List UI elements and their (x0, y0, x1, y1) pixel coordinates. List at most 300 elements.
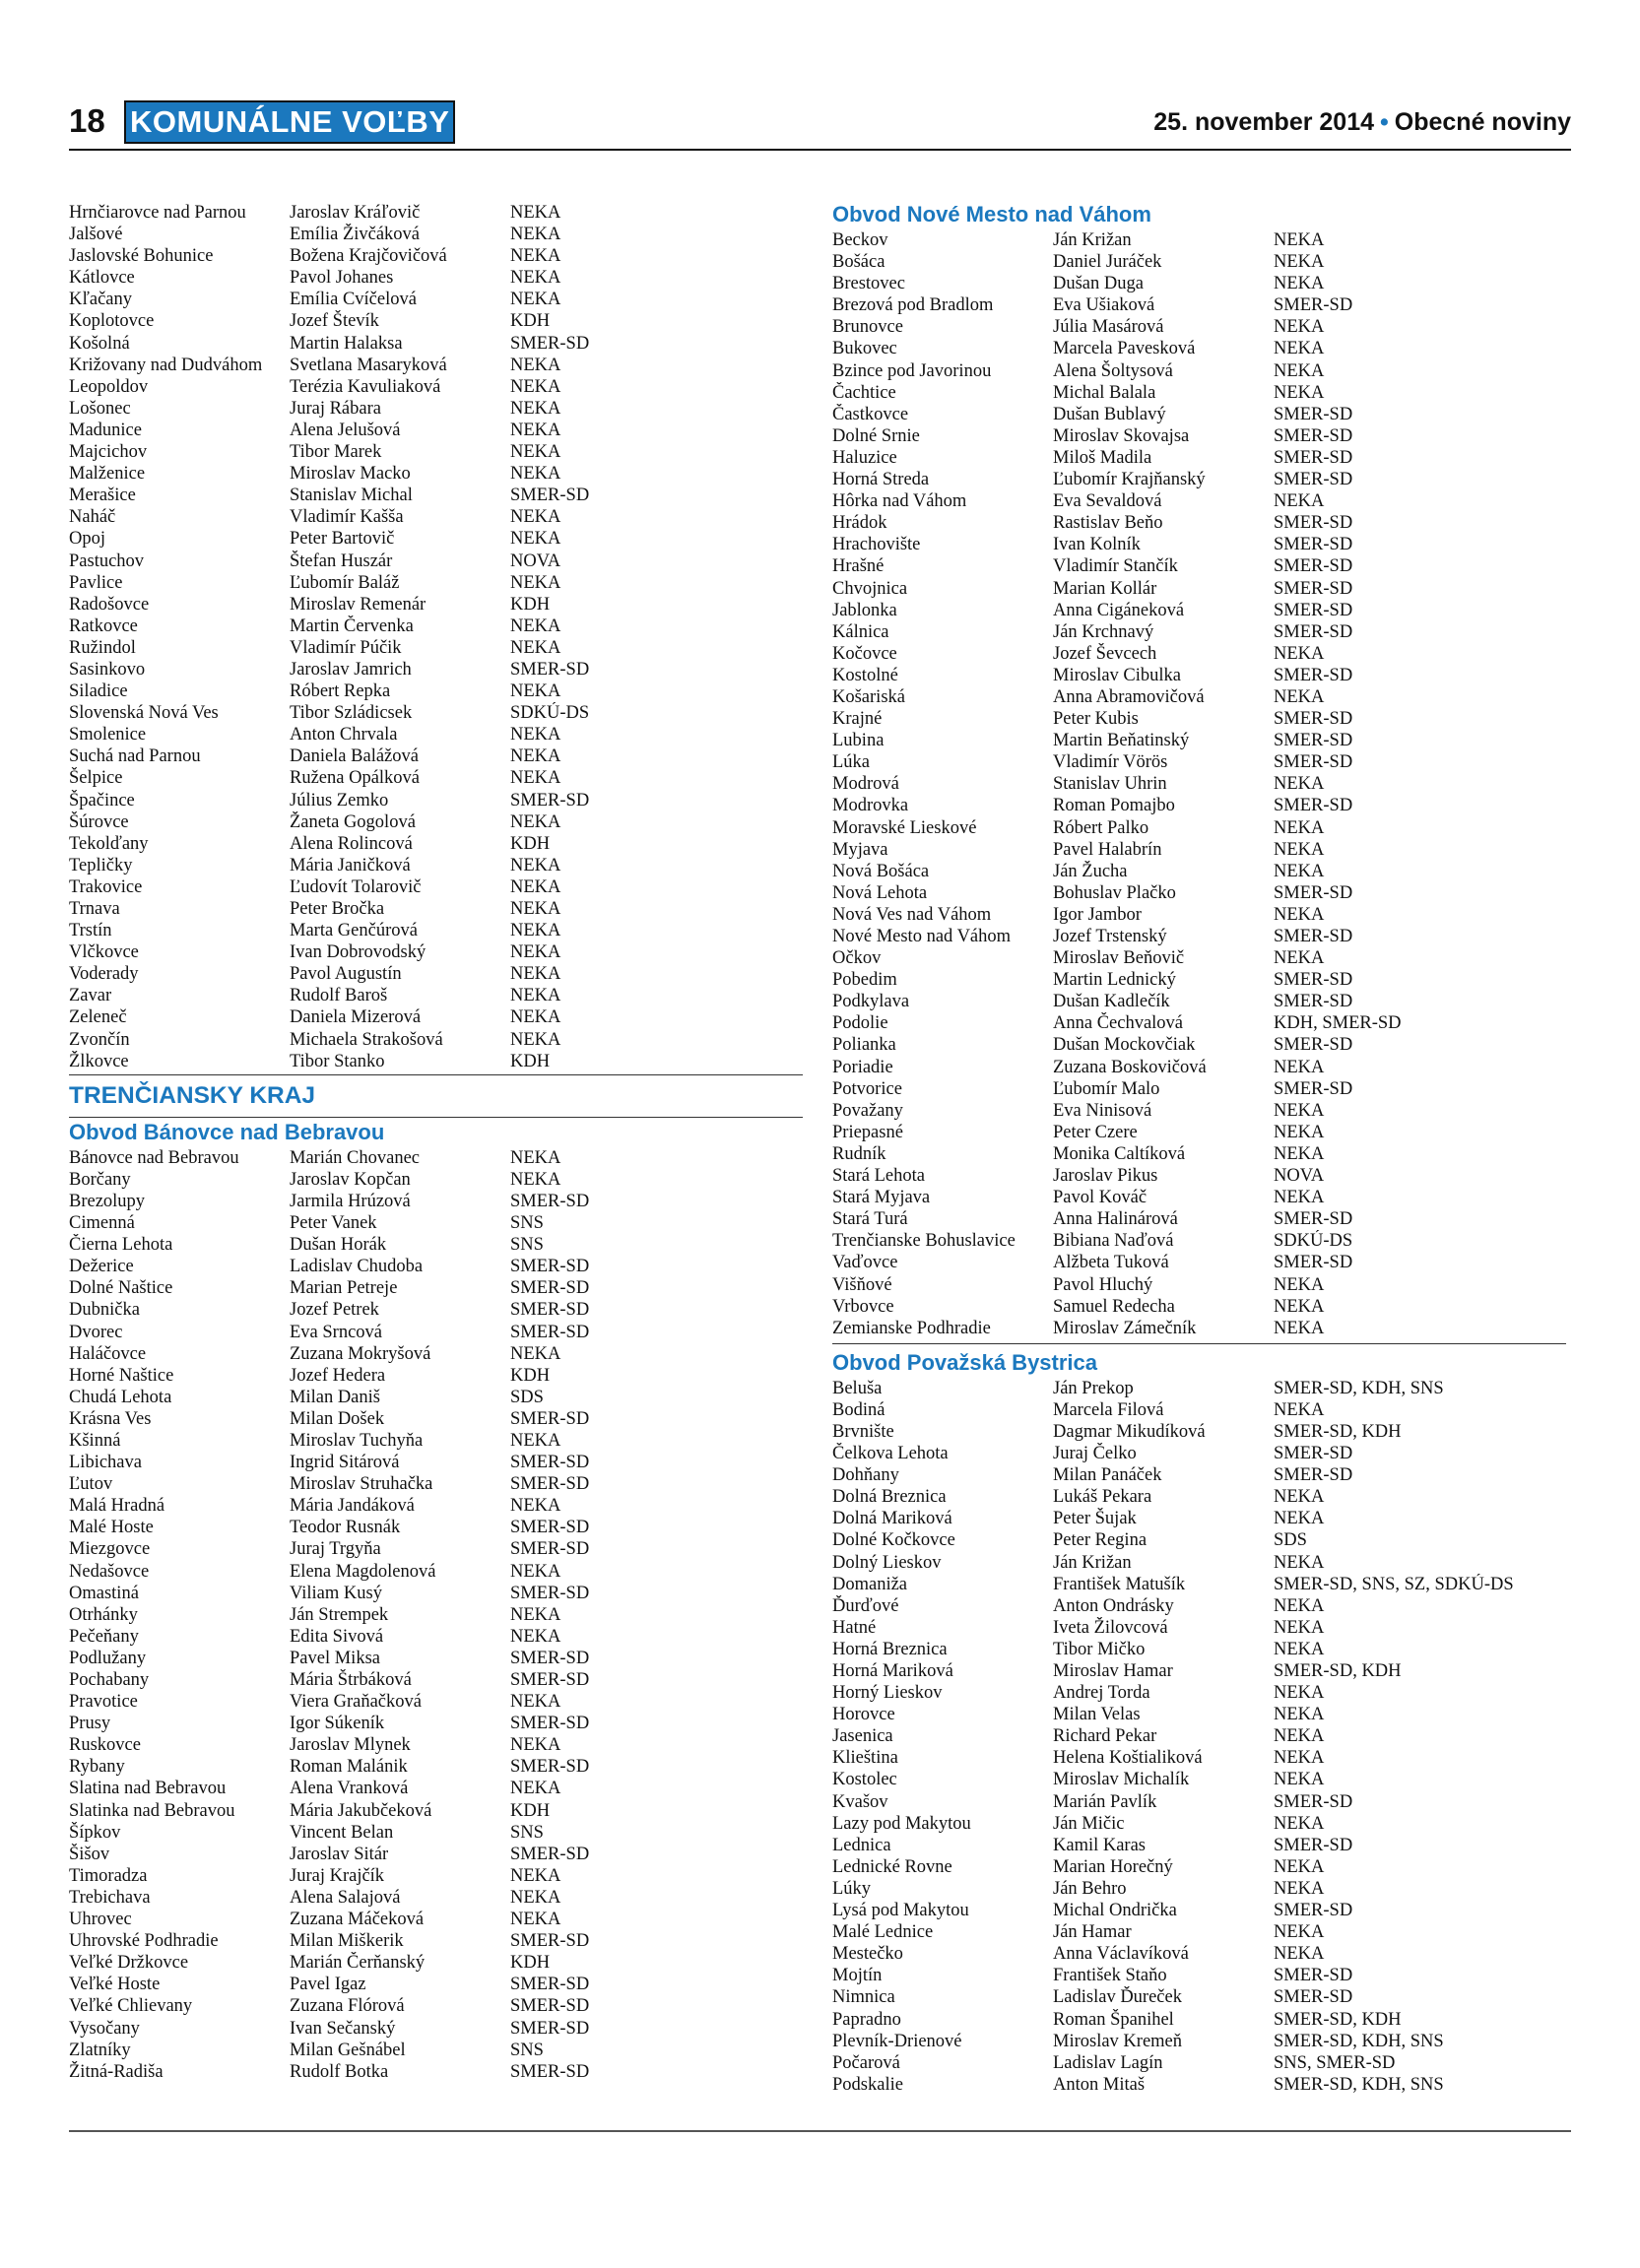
table-row (69, 745, 803, 767)
mayor-name: Juraj Trgyňa (290, 1539, 381, 1560)
table-row (69, 1147, 803, 1169)
party-name: SMER-SD (510, 1931, 590, 1952)
mayor-name: Tibor Marek (290, 442, 382, 463)
party-name: SMER-SD (510, 333, 590, 354)
table-row (832, 1921, 1566, 1943)
party-name: SMER-SD (510, 1648, 590, 1668)
party-name: NEKA (1274, 839, 1325, 860)
party-name: NEKA (510, 855, 561, 875)
municipality-name: Potvorice (832, 1078, 902, 1099)
party-name: NEKA (510, 768, 561, 789)
party-name: SDKÚ-DS (1274, 1231, 1353, 1252)
table-row (69, 245, 803, 267)
municipality-name: Horné Naštice (69, 1365, 174, 1386)
party-name: SMER-SD (1274, 295, 1353, 316)
municipality-name: Hrachovište (832, 535, 921, 555)
municipality-name: Myjava (832, 839, 888, 860)
mayor-name: Eva Srncová (290, 1322, 383, 1342)
mayor-name: Anton Chrvala (290, 725, 398, 745)
table-row (69, 202, 803, 224)
mayor-name: Jarmila Hrúzová (290, 1191, 411, 1211)
mayor-name: Miroslav Struhačka (290, 1474, 433, 1495)
municipality-name: Pavlice (69, 572, 123, 593)
mayor-name: Jaroslav Mlynek (290, 1735, 411, 1756)
municipality-name: Lubina (832, 731, 885, 751)
mayor-name: Andrej Torda (1053, 1683, 1150, 1704)
mayor-name: Emília Živčáková (290, 225, 421, 245)
table-row (832, 751, 1566, 773)
municipality-name: Ratkovce (69, 616, 138, 636)
table-row (832, 1274, 1566, 1296)
mayor-name: Pavol Johanes (290, 268, 394, 289)
party-name: NEKA (1274, 252, 1325, 273)
bottom-rule (69, 2130, 1571, 2132)
party-name: SMER-SD (510, 1996, 590, 2017)
municipality-name: Vysočany (69, 2018, 140, 2039)
municipality-name: Bánovce nad Bebravou (69, 1147, 239, 1168)
party-name: SMER-SD (1274, 1465, 1353, 1486)
table-row (832, 1378, 1566, 1399)
party-name: SMER-SD (1274, 752, 1353, 773)
mayor-name: Zuzana Mokryšová (290, 1343, 431, 1364)
party-name: SMER-SD (510, 1322, 590, 1342)
municipality-name: Podolie (832, 1013, 888, 1034)
party-name: NEKA (1274, 491, 1325, 512)
header-dateline (1153, 108, 1571, 137)
table-row (69, 1952, 803, 1974)
table-row (69, 941, 803, 963)
municipality-name: Kšinná (69, 1430, 121, 1451)
municipality-name: Horovce (832, 1705, 895, 1725)
bullet-separator: • (1380, 108, 1389, 136)
party-name: NEKA (510, 1496, 561, 1517)
table-row (69, 855, 803, 876)
municipality-name: Krajné (832, 709, 883, 730)
table-row (69, 790, 803, 811)
mayor-name: Ingrid Sitárová (290, 1453, 400, 1473)
party-name: SMER-SD (510, 1583, 590, 1603)
party-name: SMER-SD (510, 1191, 590, 1211)
municipality-name: Chvojnica (832, 578, 908, 599)
mayor-name: Stanislav Uhrin (1053, 774, 1167, 795)
table-row (69, 833, 803, 855)
mayor-name: Terézia Kavuliaková (290, 376, 441, 397)
mayor-name: Vladimír Kašša (290, 507, 404, 528)
table-row (832, 947, 1566, 969)
municipality-name: Dolné Naštice (69, 1278, 173, 1299)
mayor-name: Eva Sevaldová (1053, 491, 1162, 512)
municipality-name: Siladice (69, 681, 128, 702)
municipality-name: Pobedim (832, 970, 897, 991)
mayor-name: Igor Súkeník (290, 1714, 385, 1734)
party-name: SNS, SMER-SD (1274, 2052, 1396, 2073)
municipality-name: Čachtice (832, 382, 896, 403)
party-name: KDH (510, 1051, 551, 1071)
party-name: NEKA (510, 1147, 561, 1168)
table-row (832, 1769, 1566, 1790)
district-heading: Obvod Považská Bystrica (832, 1343, 1566, 1378)
municipality-name: Modrovka (832, 796, 909, 816)
municipality-name: Hatné (832, 1617, 877, 1638)
municipality-name: Ľutov (69, 1474, 113, 1495)
table-row (832, 1595, 1566, 1617)
mayor-name: Rudolf Botka (290, 2061, 389, 2082)
table-row (832, 839, 1566, 861)
mayor-name: Mária Štrbáková (290, 1670, 412, 1690)
municipality-name: Brvnište (832, 1421, 894, 1442)
mayor-name: Pavel Halabrín (1053, 839, 1162, 860)
mayor-name: Dušan Mockovčiak (1053, 1035, 1196, 1056)
mayor-name: Ružena Opálková (290, 768, 421, 789)
party-name: NEKA (1274, 1878, 1325, 1899)
results-list (832, 229, 1566, 1339)
table-row (832, 1900, 1566, 1921)
municipality-name: Lazy pod Makytou (832, 1813, 971, 1834)
mayor-name: Milan Panáček (1053, 1465, 1162, 1486)
party-name: SMER-SD (1274, 470, 1353, 490)
table-row (69, 1583, 803, 1604)
municipality-name: Opoj (69, 529, 105, 550)
table-row (69, 1277, 803, 1299)
party-name: NEKA (510, 986, 561, 1006)
mayor-name: Anna Cigáneková (1053, 600, 1185, 620)
table-row (832, 1943, 1566, 1965)
mayor-name: Ján Prekop (1053, 1378, 1134, 1398)
mayor-name: Alena Šoltysová (1053, 360, 1173, 381)
mayor-name: Vladimír Púčik (290, 637, 402, 658)
table-row (832, 643, 1566, 665)
mayor-name: Pavol Kováč (1053, 1188, 1148, 1208)
mayor-name: Roman Pomajbo (1053, 796, 1175, 816)
party-name: SMER-SD (510, 2018, 590, 2039)
municipality-name: Dvorec (69, 1322, 123, 1342)
municipality-name: Kálnica (832, 621, 889, 642)
party-name: NEKA (510, 1430, 561, 1451)
table-row (832, 1965, 1566, 1986)
mayor-name: Mária Jandáková (290, 1496, 415, 1517)
mayor-name: Róbert Repka (290, 681, 391, 702)
mayor-name: Miroslav Skovajsa (1053, 425, 1190, 446)
page-header (69, 98, 1571, 154)
party-name: SMER-SD (1274, 665, 1353, 685)
mayor-name: Igor Jambor (1053, 904, 1142, 925)
mayor-name: Ladislav Lagín (1053, 2052, 1163, 2073)
municipality-name: Slatinka nad Bebravou (69, 1800, 235, 1821)
table-row (69, 1169, 803, 1191)
municipality-name: Rybany (69, 1757, 125, 1778)
mayor-name: Ivan Kolník (1053, 535, 1141, 555)
table-row (69, 985, 803, 1006)
municipality-name: Sasinkovo (69, 659, 146, 680)
table-row (69, 594, 803, 616)
party-name: NEKA (510, 899, 561, 919)
municipality-name: Papradno (832, 2009, 901, 2030)
party-name: NEKA (1274, 1595, 1325, 1616)
mayor-name: Anna Václavíková (1053, 1944, 1189, 1965)
table-row (832, 1704, 1566, 1725)
table-row (69, 1909, 803, 1930)
mayor-name: Alena Vranková (290, 1779, 409, 1799)
table-row (832, 404, 1566, 425)
mayor-name: Jaroslav Kopčan (290, 1169, 411, 1190)
municipality-name: Ružindol (69, 637, 136, 658)
mayor-name: Alžbeta Tuková (1053, 1253, 1169, 1273)
municipality-name: Prusy (69, 1714, 111, 1734)
party-name: NEKA (510, 1561, 561, 1582)
party-name: SMER-SD (510, 659, 590, 680)
municipality-name: Trakovice (69, 876, 143, 897)
mayor-name: Vincent Belan (290, 1822, 394, 1843)
table-row (69, 289, 803, 310)
mayor-name: Anton Mitaš (1053, 2074, 1146, 2095)
municipality-name: Suchá nad Parnou (69, 746, 201, 767)
mayor-name: Peter Bartovič (290, 529, 395, 550)
mayor-name: Marián Čerňanský (290, 1953, 426, 1974)
municipality-name: Kátlovce (69, 268, 135, 289)
table-row (832, 926, 1566, 947)
municipality-name: Višňové (832, 1274, 892, 1295)
mayor-name: Lukáš Pekara (1053, 1487, 1152, 1508)
municipality-name: Beluša (832, 1378, 883, 1398)
mayor-name: Monika Caltíková (1053, 1143, 1186, 1164)
mayor-name: Daniela Balážová (290, 746, 419, 767)
municipality-name: Žlkovce (69, 1051, 129, 1071)
table-row (69, 551, 803, 572)
mayor-name: Rastislav Beňo (1053, 513, 1163, 534)
table-row (69, 724, 803, 745)
table-row (69, 1343, 803, 1365)
party-name: SMER-SD (510, 1408, 590, 1429)
party-name: NEKA (510, 442, 561, 463)
party-name: SMER-SD (1274, 1209, 1353, 1230)
mayor-name: Zuzana Boskovičová (1053, 1057, 1207, 1077)
party-name: NEKA (510, 681, 561, 702)
mayor-name: Peter Kubis (1053, 709, 1139, 730)
mayor-name: Miroslav Cibulka (1053, 665, 1182, 685)
party-name: SMER-SD (510, 1300, 590, 1321)
municipality-name: Cimenná (69, 1213, 135, 1234)
mayor-name: Samuel Redecha (1053, 1296, 1175, 1317)
party-name: NEKA (510, 246, 561, 267)
party-name: NEKA (1274, 1188, 1325, 1208)
party-name: NEKA (510, 616, 561, 636)
table-row (832, 251, 1566, 273)
results-list (69, 1147, 803, 2083)
mayor-name: Viera Graňačková (290, 1692, 422, 1713)
table-row (69, 702, 803, 724)
table-row (69, 1029, 803, 1051)
table-row (832, 1725, 1566, 1747)
municipality-name: Košariská (832, 686, 905, 707)
mayor-name: Bibiana Naďová (1053, 1231, 1174, 1252)
party-name: NEKA (510, 1343, 561, 1364)
mayor-name: František Matušík (1053, 1574, 1186, 1594)
party-name: NEKA (510, 290, 561, 310)
municipality-name: Tepličky (69, 855, 133, 875)
table-row (69, 1212, 803, 1234)
table-row (832, 621, 1566, 643)
table-row (832, 1486, 1566, 1508)
party-name: SMER-SD (1274, 578, 1353, 599)
table-row (832, 1552, 1566, 1574)
mayor-name: Anna Abramovičová (1053, 686, 1205, 707)
municipality-name: Vaďovce (832, 1253, 898, 1273)
municipality-name: Pastuchov (69, 551, 145, 571)
party-name: SMER-SD, KDH, SNS (1274, 1378, 1444, 1398)
municipality-name: Nová Lehota (832, 882, 928, 903)
party-name: SMER-SD (1274, 1253, 1353, 1273)
table-row (832, 316, 1566, 338)
mayor-name: Peter Regina (1053, 1530, 1148, 1551)
municipality-name: Malé Hoste (69, 1518, 154, 1538)
party-name: SNS (510, 1822, 544, 1843)
party-name: NEKA (1274, 904, 1325, 925)
municipality-name: Chudá Lehota (69, 1387, 172, 1407)
table-row (69, 1051, 803, 1072)
mayor-name: Jaroslav Pikus (1053, 1166, 1158, 1187)
municipality-name: Poriadie (832, 1057, 893, 1077)
party-name: SMER-SD (1274, 1444, 1353, 1464)
municipality-name: Majcichov (69, 442, 148, 463)
mayor-name: Roman Španihel (1053, 2009, 1174, 2030)
municipality-name: Hôrka nad Váhom (832, 491, 967, 512)
party-name: SMER-SD (510, 1670, 590, 1690)
region-heading: TRENČIANSKY KRAJ (69, 1074, 803, 1118)
table-row (832, 861, 1566, 882)
party-name: NEKA (510, 811, 561, 832)
party-name: NEKA (510, 572, 561, 593)
party-name: NEKA (1274, 1639, 1325, 1659)
municipality-name: Nedašovce (69, 1561, 150, 1582)
mayor-name: Eva Ninisová (1053, 1100, 1152, 1121)
municipality-name: Jasenica (832, 1726, 893, 1747)
party-name: SMER-SD (510, 1975, 590, 1995)
party-name: NEKA (510, 1007, 561, 1028)
mayor-name: Tibor Szládicsek (290, 703, 413, 724)
table-row (832, 1813, 1566, 1835)
table-row (69, 1234, 803, 1256)
party-name: SMER-SD (1274, 600, 1353, 620)
municipality-name: Otrhánky (69, 1604, 138, 1625)
table-row (832, 294, 1566, 316)
table-row (832, 1230, 1566, 1252)
municipality-name: Veľké Hoste (69, 1975, 161, 1995)
party-name: SMER-SD (1274, 535, 1353, 555)
mayor-name: Dušan Kadlečík (1053, 992, 1170, 1012)
municipality-name: Dubnička (69, 1300, 140, 1321)
party-name: NEKA (1274, 948, 1325, 969)
municipality-name: Dolné Srnie (832, 425, 920, 446)
mayor-name: Ján Krchnavý (1053, 621, 1154, 642)
party-name: SMER-SD (1274, 1791, 1353, 1812)
mayor-name: Peter Czere (1053, 1122, 1138, 1142)
table-row (69, 1322, 803, 1343)
table-row (69, 1887, 803, 1909)
mayor-name: Marcela Pavesková (1053, 339, 1196, 359)
table-row (69, 811, 803, 833)
municipality-name: Nové Mesto nad Váhom (832, 927, 1012, 946)
mayor-name: Milan Velas (1053, 1705, 1141, 1725)
municipality-name: Trstín (69, 921, 112, 941)
mayor-name: Alena Rolincová (290, 833, 413, 854)
mayor-name: František Staňo (1053, 1966, 1167, 1986)
mayor-name: Michaela Strakošová (290, 1029, 443, 1050)
municipality-name: Kvašov (832, 1791, 888, 1812)
table-row (69, 267, 803, 289)
party-name: KDH (510, 1953, 551, 1974)
municipality-name: Lošonec (69, 398, 131, 419)
mayor-name: Marian Kollár (1053, 578, 1157, 599)
municipality-name: Brestovec (832, 274, 905, 294)
municipality-name: Pečeňany (69, 1626, 139, 1647)
header-rule (69, 149, 1571, 151)
municipality-name: Kostolné (832, 665, 898, 685)
mayor-name: Viliam Kusý (290, 1583, 382, 1603)
mayor-name: Mária Jakubčeková (290, 1800, 432, 1821)
district-heading: Obvod Nové Mesto nad Váhom (832, 202, 1151, 227)
party-name: KDH (510, 1800, 551, 1821)
mayor-name: Miloš Madila (1053, 447, 1152, 468)
party-name: SMER-SD (1274, 1901, 1353, 1921)
municipality-name: Kostolec (832, 1770, 897, 1790)
table-row (832, 1464, 1566, 1486)
municipality-name: Trnava (69, 899, 120, 919)
party-name: NEKA (1274, 1509, 1325, 1529)
mayor-name: Peter Bročka (290, 899, 385, 919)
municipality-name: Smolenice (69, 725, 147, 745)
mayor-name: Tibor Mičko (1053, 1639, 1146, 1659)
party-name: NEKA (510, 376, 561, 397)
table-row (69, 920, 803, 941)
mayor-name: Ladislav Ďureček (1053, 1987, 1182, 2008)
municipality-name: Leopoldov (69, 376, 149, 397)
table-row (832, 1012, 1566, 1034)
mayor-name: Miroslav Remenár (290, 594, 426, 615)
mayor-name: Jaroslav Sitár (290, 1844, 389, 1864)
municipality-name: Košolná (69, 333, 130, 354)
party-name: SMER-SD (510, 790, 590, 810)
table-row (832, 447, 1566, 469)
municipality-name: Radošovce (69, 594, 150, 615)
party-name: SMER-SD (1274, 731, 1353, 751)
municipality-name: Dohňany (832, 1465, 899, 1486)
municipality-name: Uhrovec (69, 1910, 132, 1930)
municipality-name: Šúrovce (69, 811, 129, 832)
mayor-name: Juraj Čelko (1053, 1444, 1137, 1464)
party-name: SMER-SD (1274, 556, 1353, 577)
party-name: NEKA (1274, 1296, 1325, 1317)
municipality-name: Uhrovské Podhradie (69, 1931, 219, 1952)
party-name: SNS (510, 1235, 544, 1256)
mayor-name: Marta Genčúrová (290, 921, 418, 941)
party-name: SMER-SD, KDH, SNS (1274, 2031, 1444, 2051)
party-name: SMER-SD (510, 1714, 590, 1734)
party-name: SMER-SD, KDH (1274, 1421, 1402, 1442)
mayor-name: Edita Sivová (290, 1626, 384, 1647)
table-row (832, 1660, 1566, 1682)
municipality-name: Dolná Breznica (832, 1487, 947, 1508)
mayor-name: Ján Strempek (290, 1604, 389, 1625)
table-row (69, 1408, 803, 1430)
table-row (69, 1778, 803, 1799)
mayor-name: Zuzana Flórová (290, 1996, 405, 2017)
party-name: NEKA (1274, 1274, 1325, 1295)
municipality-name: Merašice (69, 486, 136, 506)
table-row (832, 2052, 1566, 2074)
mayor-name: Marian Horečný (1053, 1856, 1173, 1877)
mayor-name: Marcela Filová (1053, 1399, 1164, 1420)
mayor-name: Martin Lednický (1053, 970, 1176, 991)
